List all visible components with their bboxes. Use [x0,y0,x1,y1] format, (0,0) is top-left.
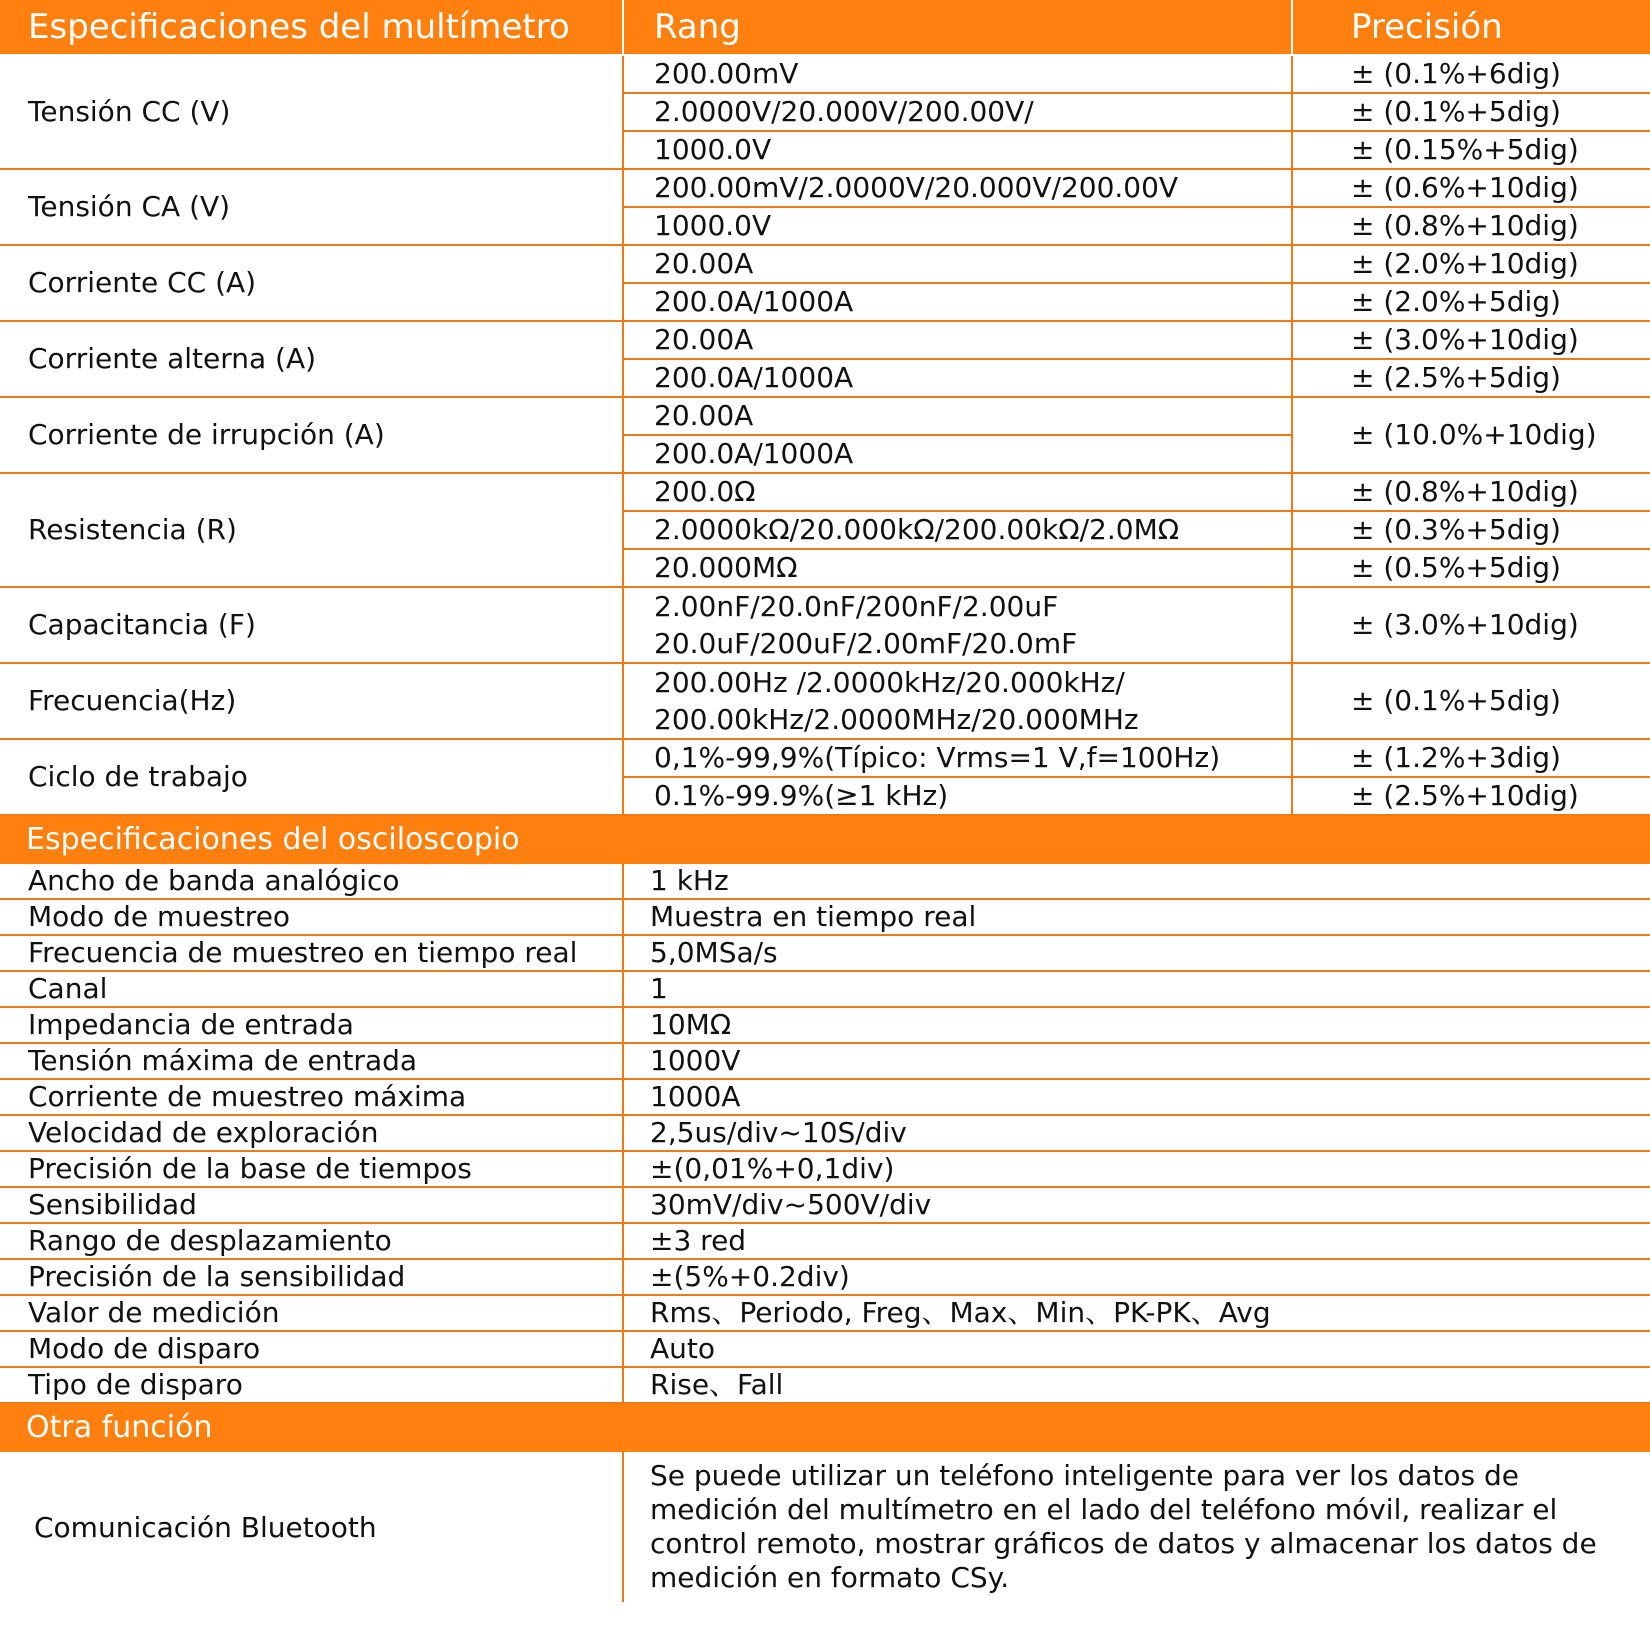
header-spec: Especificaciones del multímetro [0,0,623,55]
table-row [0,1079,1650,1115]
table-row [0,1259,1650,1295]
row-label: Capacitancia (F) [0,587,623,663]
spec-key: Canal [0,971,623,1007]
table-row [0,899,1650,935]
range-cell: 1000.0V [623,131,1292,169]
table-row [0,321,1650,359]
table-row [0,1007,1650,1043]
other-section-title: Otra función [0,1404,1650,1452]
table-row [0,739,1650,777]
header-precision: Precisión [1292,0,1650,55]
spec-value: ±(5%+0.2div) [623,1259,1650,1295]
table-row [0,1367,1650,1403]
precision-cell: ± (0.1%+5dig) [1292,93,1650,131]
range-cell: 1000.0V [623,207,1292,245]
spec-value: Se puede utilizar un teléfono inteligente para ver los datos de medición del multímetro en el lado del teléfono móvil, realizar el control remoto, mostrar gráficos de datos y almacenar los datos de medición en formato CSy. [623,1452,1650,1602]
range-line: 2.00nF/20.0nF/200nF/2.00uF [654,590,1059,623]
table-row [0,169,1650,207]
range-cell: 0.1%-99.9%(≥1 kHz) [623,777,1292,815]
spec-key: Tipo de disparo [0,1367,623,1403]
range-cell: 20.000MΩ [623,549,1292,587]
spec-key: Comunicación Bluetooth [0,1452,623,1602]
range-line: 200.00Hz /2.0000kHz/20.000kHz/ [654,666,1125,699]
table-row [0,1223,1650,1259]
spec-value: Rise、Fall [623,1367,1650,1403]
range-cell: 200.0Ω [623,473,1292,511]
table-row [0,1187,1650,1223]
table-row [0,1043,1650,1079]
table-row [0,864,1650,899]
precision-cell: ± (2.0%+5dig) [1292,283,1650,321]
spec-value: Auto [623,1331,1650,1367]
precision-cell: ± (2.5%+10dig) [1292,777,1650,815]
spec-value: 5,0MSa/s [623,935,1650,971]
table-row [0,55,1650,93]
spec-key: Frecuencia de muestreo en tiempo real [0,935,623,971]
row-label: Resistencia (R) [0,473,623,587]
spec-key: Precisión de la base de tiempos [0,1151,623,1187]
range-cell: 0,1%-99,9%(Típico: Vrms=1 V,f=100Hz) [623,739,1292,777]
precision-cell: ± (10.0%+10dig) [1292,397,1650,473]
spec-key: Sensibilidad [0,1187,623,1223]
spec-key: Modo de disparo [0,1331,623,1367]
row-label: Corriente alterna (A) [0,321,623,397]
range-cell: 200.0A/1000A [623,283,1292,321]
table-row [0,1452,1650,1602]
precision-cell: ± (3.0%+10dig) [1292,321,1650,359]
spec-value: ±3 red [623,1223,1650,1259]
table-row [0,1151,1650,1187]
spec-value: Muestra en tiempo real [623,899,1650,935]
spec-key: Corriente de muestreo máxima [0,1079,623,1115]
spec-value: 10MΩ [623,1007,1650,1043]
table-row [0,397,1650,435]
row-label: Tensión CA (V) [0,169,623,245]
multimeter-spec-table [0,0,1650,816]
row-label: Frecuencia(Hz) [0,663,623,739]
range-line: 20.0uF/200uF/2.00mF/20.0mF [654,627,1078,660]
range-cell: 200.0A/1000A [623,435,1292,473]
range-cell: 20.00A [623,245,1292,283]
precision-cell: ± (0.8%+10dig) [1292,473,1650,511]
precision-cell: ± (0.3%+5dig) [1292,511,1650,549]
table-header-row [0,0,1650,55]
spec-key: Valor de medición [0,1295,623,1331]
spec-key: Modo de muestreo [0,899,623,935]
range-cell: 20.00A [623,321,1292,359]
spec-value: 30mV/div~500V/div [623,1187,1650,1223]
table-row [0,587,1650,663]
spec-value: 2,5us/div~10S/div [623,1115,1650,1151]
row-label: Corriente de irrupción (A) [0,397,623,473]
range-cell: 2.0000V/20.000V/200.00V/ [623,93,1292,131]
row-label: Ciclo de trabajo [0,739,623,815]
spec-value: Rms、Periodo, Freg、Max、Min、PK-PK、Avg [623,1295,1650,1331]
range-cell: 2.0000kΩ/20.000kΩ/200.00kΩ/2.0MΩ [623,511,1292,549]
oscilloscope-section-title: Especificaciones del osciloscopio [0,816,1650,864]
range-cell: 20.00A [623,397,1292,435]
spec-key: Rango de desplazamiento [0,1223,623,1259]
precision-cell: ± (0.8%+10dig) [1292,207,1650,245]
spec-value: 1 [623,971,1650,1007]
spec-value: ±(0,01%+0,1div) [623,1151,1650,1187]
precision-cell: ± (2.0%+10dig) [1292,245,1650,283]
spec-key: Velocidad de exploración [0,1115,623,1151]
table-row [0,1295,1650,1331]
header-range: Rang [623,0,1292,55]
row-label: Corriente CC (A) [0,245,623,321]
other-function-table [0,1452,1650,1602]
table-row [0,935,1650,971]
spec-key: Tensión máxima de entrada [0,1043,623,1079]
precision-cell: ± (0.15%+5dig) [1292,131,1650,169]
table-row [0,1331,1650,1367]
spec-key: Precisión de la sensibilidad [0,1259,623,1295]
table-row [0,1115,1650,1151]
range-cell: 200.00mV [623,55,1292,93]
precision-cell: ± (0.6%+10dig) [1292,169,1650,207]
spec-key: Impedancia de entrada [0,1007,623,1043]
range-cell: 200.00mV/2.0000V/20.000V/200.00V [623,169,1292,207]
precision-cell: ± (3.0%+10dig) [1292,587,1650,663]
precision-cell: ± (2.5%+5dig) [1292,359,1650,397]
row-label: Tensión CC (V) [0,55,623,169]
range-cell [623,663,1292,739]
range-cell: 200.0A/1000A [623,359,1292,397]
spec-value: 1000V [623,1043,1650,1079]
oscilloscope-spec-table [0,864,1650,1404]
table-row [0,473,1650,511]
spec-value: 1000A [623,1079,1650,1115]
table-row [0,245,1650,283]
spec-key: Ancho de banda analógico [0,864,623,899]
table-row [0,971,1650,1007]
range-cell [623,587,1292,663]
table-row [0,663,1650,739]
precision-cell: ± (1.2%+3dig) [1292,739,1650,777]
spec-value: 1 kHz [623,864,1650,899]
range-line: 200.00kHz/2.0000MHz/20.000MHz [654,703,1139,736]
precision-cell: ± (0.5%+5dig) [1292,549,1650,587]
precision-cell: ± (0.1%+6dig) [1292,55,1650,93]
precision-cell: ± (0.1%+5dig) [1292,663,1650,739]
